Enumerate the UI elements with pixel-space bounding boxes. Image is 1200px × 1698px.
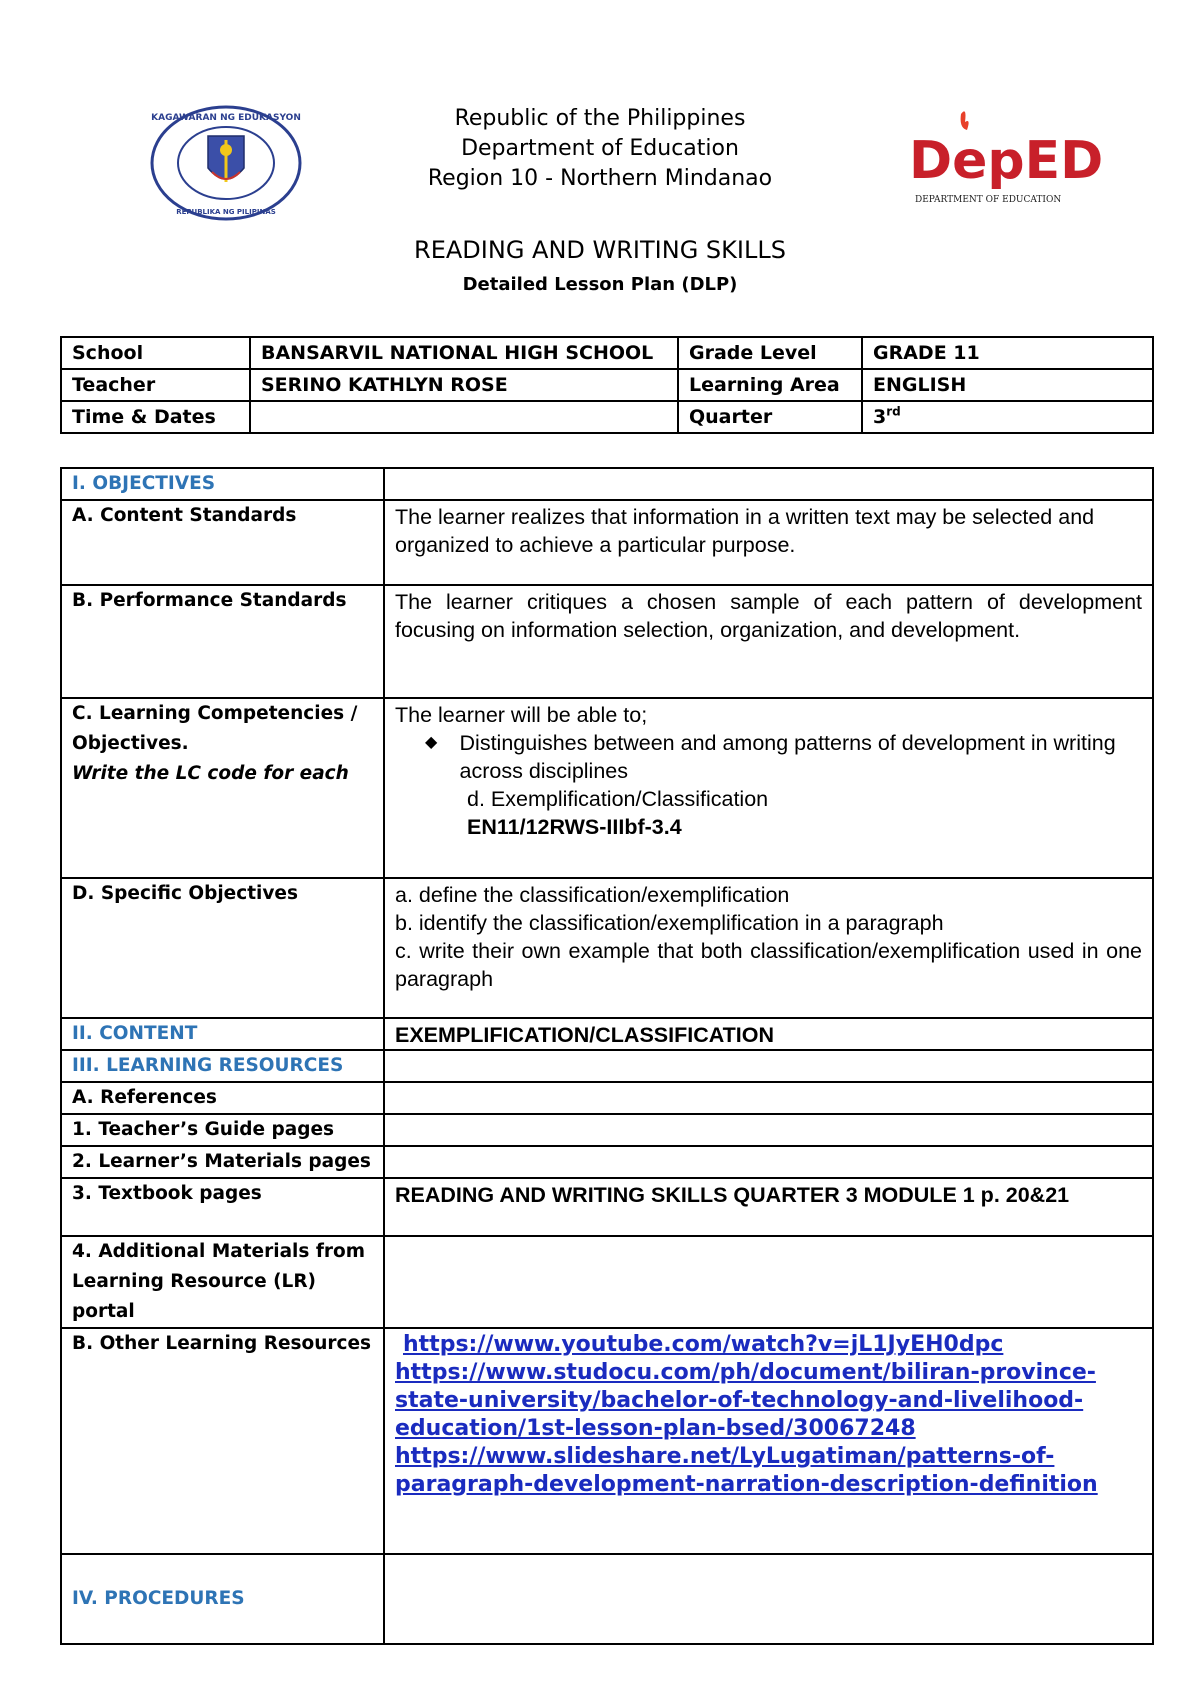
additional-materials-label: 4. Additional Materials from Learning Resource (LR) portal <box>61 1236 384 1328</box>
learning-competencies-label: C. Learning Competencies / Objectives. Write the LC code for each <box>61 698 384 878</box>
grade-level-value: GRADE 11 <box>862 337 1153 369</box>
procedures-heading: IV. PROCEDURES <box>61 1554 384 1644</box>
textbook-value: READING AND WRITING SKILLS QUARTER 3 MODULE 1 p. 20&21 <box>384 1178 1153 1236</box>
header-block <box>300 104 900 194</box>
youtube-link[interactable]: https://www.youtube.com/watch?v=jL1JyEH0dpc <box>403 1332 1004 1357</box>
deped-seal-logo <box>150 106 302 221</box>
header-region: Region 10 - Northern Mindanao <box>427 166 773 191</box>
time-dates-label: Time & Dates <box>61 401 250 433</box>
row-learning-competencies <box>61 698 1153 878</box>
bullet-icon: ◆ <box>425 734 438 751</box>
row-textbook <box>61 1178 1153 1236</box>
lc-code: EN11/12RWS-IIIbf-3.4 <box>467 815 682 839</box>
info-row-time <box>61 401 1153 433</box>
row-performance-standards <box>61 585 1153 698</box>
document-subtitle: Detailed Lesson Plan (DLP) <box>462 274 738 295</box>
header-republic: Republic of the Philippines <box>454 106 746 131</box>
specific-objectives-value: a. define the classification/exemplification b. identify the classification/exemplification in a paragraph c. write their own example that both classification/exemplification used in one paragraph <box>384 878 1153 1018</box>
info-row-teacher <box>61 369 1153 401</box>
teacher-value: SERINO KATHLYN ROSE <box>250 369 678 401</box>
learning-area-value: ENGLISH <box>862 369 1153 401</box>
references-label: A. References <box>61 1082 384 1114</box>
learning-area-label: Learning Area <box>678 369 862 401</box>
content-standards-label: A. Content Standards <box>61 500 384 585</box>
row-other-resources <box>61 1328 1153 1554</box>
row-objectives <box>61 468 1153 500</box>
textbook-label: 3. Textbook pages <box>61 1178 384 1236</box>
slideshare-link[interactable]: https://www.slideshare.net/LyLugatiman/patterns-of-paragraph-development-narration-description-definition <box>395 1444 1098 1497</box>
row-additional-materials <box>61 1236 1153 1328</box>
deped-brand-logo <box>905 106 1104 214</box>
row-learners-materials <box>61 1146 1153 1178</box>
teacher-label: Teacher <box>61 369 250 401</box>
row-procedures <box>61 1554 1153 1644</box>
row-content <box>61 1018 1153 1050</box>
quarter-value: 3rd <box>862 401 1153 433</box>
studocu-link[interactable]: https://www.studocu.com/ph/document/biliran-province-state-university/bachelor-of-technology-and-livelihood-education/1st-lesson-plan-bsed/30067248 <box>395 1360 1096 1441</box>
svg-text:REPUBLIKA NG PILIPINAS: REPUBLIKA NG PILIPINAS <box>176 208 276 216</box>
other-resources-links <box>384 1328 1153 1554</box>
time-dates-value <box>250 401 678 433</box>
info-row-school <box>61 337 1153 369</box>
content-heading: II. CONTENT <box>61 1018 384 1050</box>
document-title: READING AND WRITING SKILLS <box>414 236 786 264</box>
content-standards-value: The learner realizes that information in a written text may be selected and organized to achieve a particular purpose. <box>384 500 1153 585</box>
svg-text:DepED: DepED <box>909 131 1104 191</box>
grade-level-label: Grade Level <box>678 337 862 369</box>
row-teachers-guide <box>61 1114 1153 1146</box>
learning-competencies-value: The learner will be able to; ◆ Distinguishes between and among patterns of development in writing across disciplines d. Exemplification/Classification EN11/12RWS-IIIbf-3.4 <box>384 698 1153 878</box>
row-specific-objectives <box>61 878 1153 1018</box>
header-department: Department of Education <box>461 136 739 161</box>
quarter-label: Quarter <box>678 401 862 433</box>
content-value: EXEMPLIFICATION/CLASSIFICATION <box>384 1018 1153 1050</box>
lesson-plan-table <box>60 467 1154 1645</box>
row-references <box>61 1082 1153 1114</box>
other-resources-label: B. Other Learning Resources <box>61 1328 384 1554</box>
specific-objectives-label: D. Specific Objectives <box>61 878 384 1018</box>
objectives-heading: I. OBJECTIVES <box>61 468 384 500</box>
svg-text:KAGAWARAN NG EDUKASYON: KAGAWARAN NG EDUKASYON <box>151 113 301 123</box>
row-learning-resources <box>61 1050 1153 1082</box>
learning-resources-heading: III. LEARNING RESOURCES <box>61 1050 384 1082</box>
learners-materials-label: 2. Learner’s Materials pages <box>61 1146 384 1178</box>
row-content-standards <box>61 500 1153 585</box>
performance-standards-label: B. Performance Standards <box>61 585 384 698</box>
performance-standards-value: The learner critiques a chosen sample of each pattern of development focusing on information selection, organization, and development. <box>384 585 1153 698</box>
svg-text:DEPARTMENT OF EDUCATION: DEPARTMENT OF EDUCATION <box>915 195 1062 205</box>
school-label: School <box>61 337 250 369</box>
info-table <box>60 336 1154 434</box>
school-value: BANSARVIL NATIONAL HIGH SCHOOL <box>250 337 678 369</box>
teachers-guide-label: 1. Teacher’s Guide pages <box>61 1114 384 1146</box>
